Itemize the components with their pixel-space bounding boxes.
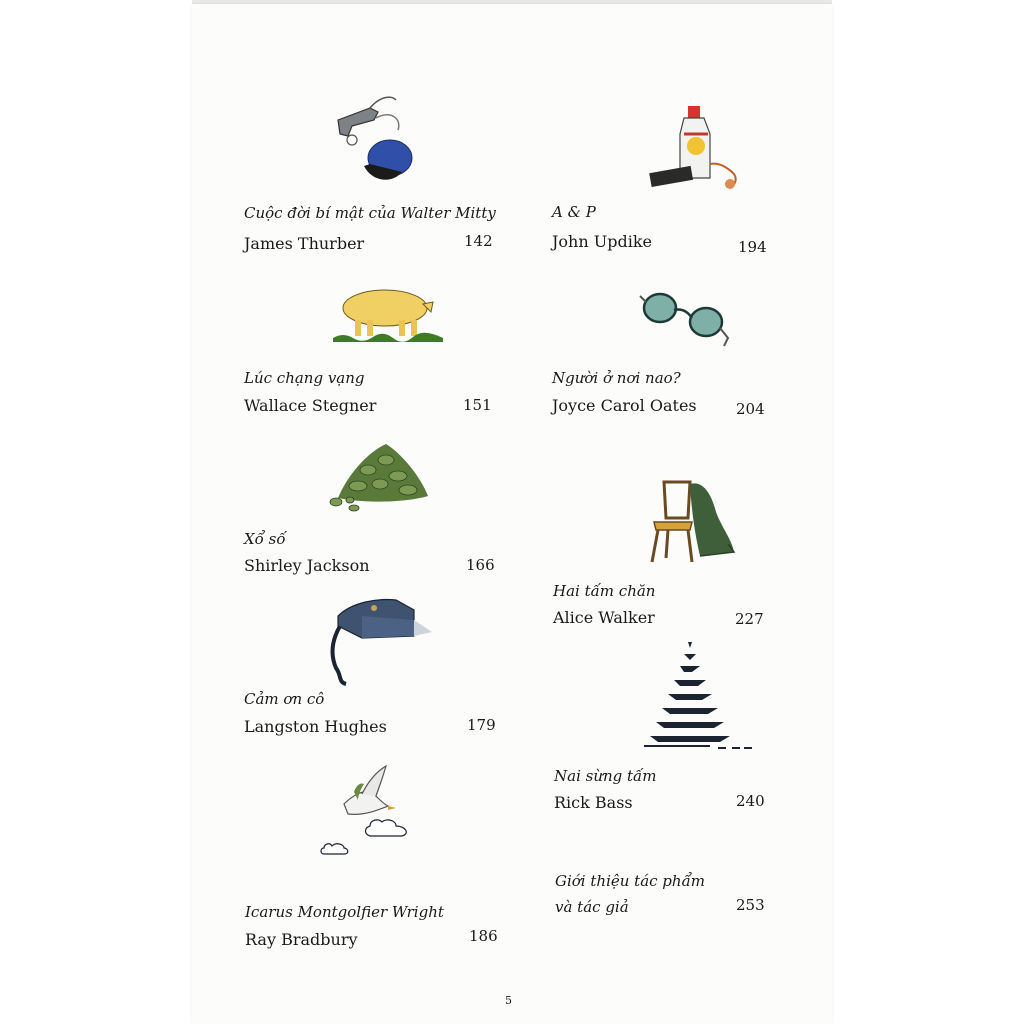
toc-entry-walter-mitty [244, 204, 494, 260]
story-title: Cuộc đời bí mật của Walter Mitty [244, 204, 496, 222]
page-reference: 142 [464, 232, 493, 250]
pig-icon [333, 282, 445, 346]
toc-entry-icarus [245, 903, 498, 953]
story-title: Cảm ơn cô [244, 690, 325, 708]
toc-entry-nai-sung-tam [554, 767, 770, 817]
story-title: Nai sừng tấm [554, 767, 657, 785]
page-number: 5 [505, 994, 512, 1007]
purse-icon [322, 596, 434, 686]
author-name: Alice Walker [553, 608, 655, 627]
page-reference: 204 [736, 400, 765, 418]
story-title: Icarus Montgolfier Wright [245, 903, 444, 921]
author-name: Joyce Carol Oates [552, 396, 697, 415]
page-reference: 227 [735, 610, 764, 628]
author-name: Rick Bass [554, 793, 633, 812]
toc-entry-gioi-thieu [555, 872, 771, 922]
author-name: Wallace Stegner [244, 396, 377, 415]
toc-entry-nguoi-o-noi-nao [552, 369, 768, 419]
toc-entry-xo-so [244, 530, 494, 580]
revolver-cap-icon [330, 90, 420, 185]
story-title: A & P [552, 203, 596, 221]
toc-entry-hai-tam-chan [553, 582, 769, 632]
author-name: Ray Bradbury [245, 930, 358, 949]
suntan-lotion-icon [648, 104, 748, 194]
page-reference: 151 [463, 396, 492, 414]
page-reference: 194 [738, 238, 767, 256]
author-name: Langston Hughes [244, 717, 387, 736]
story-title: Hai tấm chăn [553, 582, 656, 600]
page-reference: 186 [469, 927, 498, 945]
author-name: Shirley Jackson [244, 556, 370, 575]
story-title: Xổ số [244, 530, 286, 548]
author-name: John Updike [552, 232, 652, 251]
story-title: Người ở nơi nao? [552, 369, 681, 387]
story-title: Lúc chạng vạng [244, 369, 365, 387]
story-title-line-2: và tác giả [555, 898, 629, 916]
toc-entry-luc-chang-vang [244, 369, 494, 419]
page-reference: 253 [736, 896, 765, 914]
snowy-tree-icon [640, 638, 758, 756]
author-name: James Thurber [244, 234, 365, 253]
story-title: Giới thiệu tác phẩm [555, 872, 705, 890]
toc-entry-cam-on-co [244, 690, 494, 740]
sunglasses-icon [638, 288, 733, 352]
toc-entry-a-and-p [552, 203, 768, 259]
chair-quilt-icon [648, 478, 738, 564]
page-reference: 166 [466, 556, 495, 574]
seagull-icon [318, 762, 418, 856]
stone-pile-icon [328, 440, 432, 516]
page-reference: 179 [467, 716, 496, 734]
page-reference: 240 [736, 792, 765, 810]
